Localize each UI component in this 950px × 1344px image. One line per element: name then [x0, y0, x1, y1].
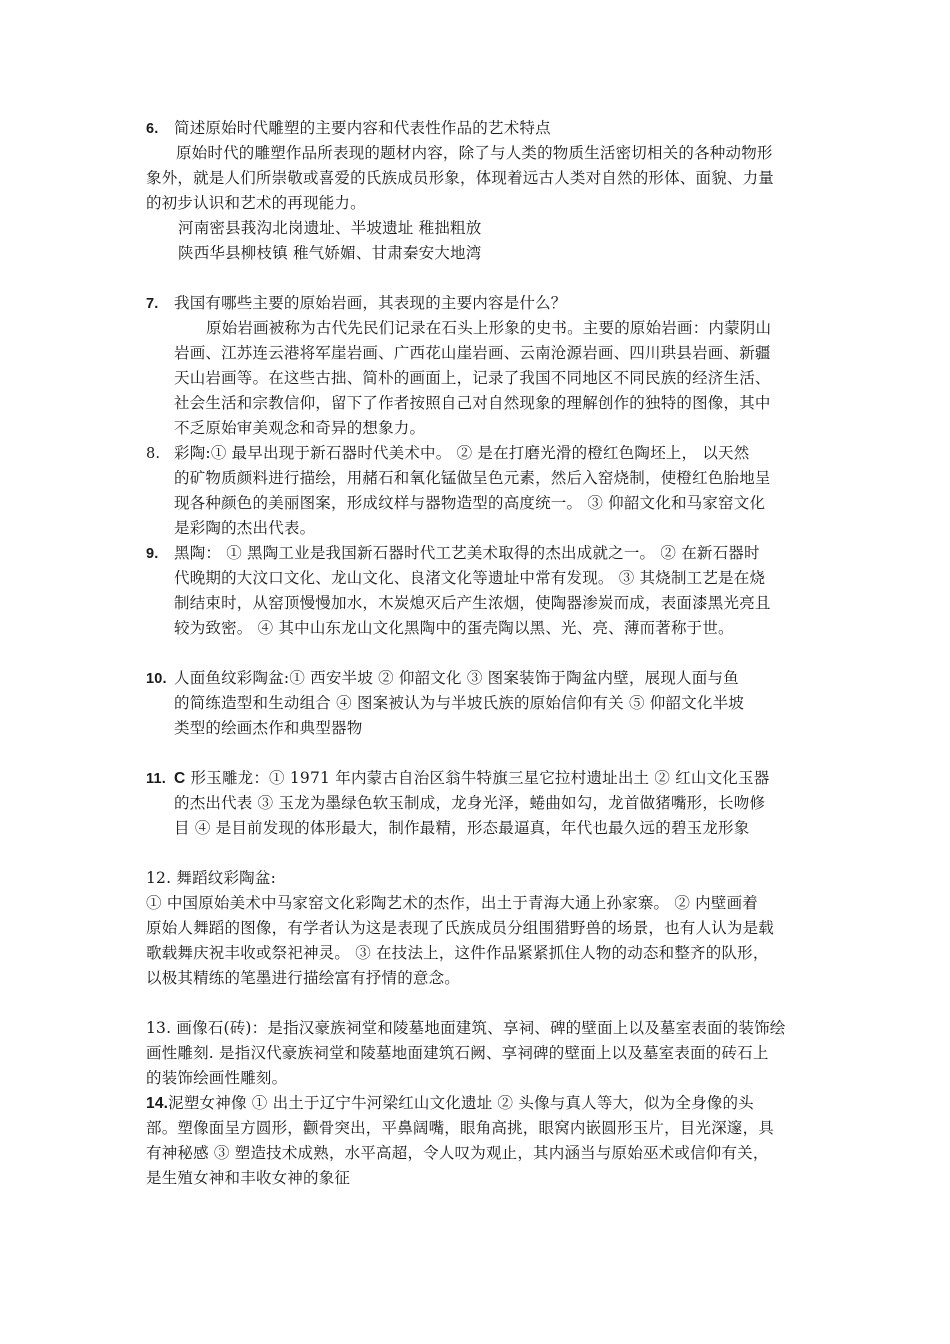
q9-number: 9. [146, 546, 159, 562]
q6-heading [146, 116, 551, 141]
q9-text-1: 黑陶： ① 黑陶工业是我国新石器时代工艺美术取得的杰出成就之一。 ② 在新石器时 [174, 544, 760, 562]
q6-line-5: 陕西华县柳枝镇 稚气娇媚、甘肃秦安大地湾 [178, 244, 482, 262]
q14-text-1: 泥塑女神像 ① 出土于辽宁牛河梁红山文化遗址 ② 头像与真人等大，似为全身像的头 [168, 1094, 754, 1112]
q13-line-2: 画性雕刻. 是指汉代豪族祠堂和陵墓地面建筑石阙、享祠碑的壁面上以及墓室表面的砖石上 [146, 1044, 769, 1062]
q11-line-1 [146, 766, 769, 791]
q6-number: 6. [146, 121, 159, 137]
q6-line-2: 象外，就是人们所崇敬或喜爱的氏族成员形象，体现着远古人类对自然的形体、面貌、力量 [146, 169, 775, 187]
q7-line-2: 岩画、江苏连云港将军崖岩画、广西花山崖岩画、云南沧源岩画、四川珙县岩画、新疆 [174, 344, 771, 362]
q14-number: 14. [146, 1095, 169, 1112]
q13-line-1: 13. 画像石(砖)：是指汉豪族祠堂和陵墓地面建筑、享祠、碑的壁面上以及墓室表面的装饰绘 [146, 1019, 786, 1037]
q9-line-4: 较为致密。 ④ 其中山东龙山文化黑陶中的蛋壳陶以黑、光、亮、薄而著称于世。 [174, 619, 734, 637]
q12-line-2: 原始人舞蹈的图像，有学者认为这是表现了氏族成员分组围猎野兽的场景，也有人认为是载 [146, 919, 775, 937]
q12-line-1: ① 中国原始美术中马家窑文化彩陶艺术的杰作，出土于青海大通上孙家寨。 ② 内壁画着 [146, 894, 758, 912]
q8-text-1: 彩陶:① 最早出现于新石器时代美术中。 ② 是在打磨光滑的橙红色陶坯上， 以天然 [174, 444, 750, 462]
q10-text-1: 人面鱼纹彩陶盆:① 西安半坡 ② 仰韶文化 ③ 图案装饰于陶盆内壁，展现人面与鱼 [174, 669, 739, 687]
q6-line-3: 的初步认识和艺术的再现能力。 [146, 194, 366, 212]
q10-line-2: 的简练造型和生动组合 ④ 图案被认为与半坡氏族的原始信仰有关 ⑤ 仰韶文化半坡 [174, 694, 745, 712]
q8-line-4: 是彩陶的杰出代表。 [174, 519, 316, 537]
q11-letter: C [174, 770, 186, 787]
q7-number: 7. [146, 296, 159, 312]
q12-line-4: 以极其精练的笔墨进行描绘富有抒情的意念。 [146, 969, 461, 987]
q14-line-2: 部。塑像面呈方圆形，颧骨突出，平鼻阔嘴，眼角高挑，眼窝内嵌圆形玉片，目光深邃，具 [146, 1119, 775, 1137]
q12-line-3: 歌载舞庆祝丰收或祭祀神灵。 ③ 在技法上，这件作品紧紧抓住人物的动态和整齐的队形， [146, 944, 769, 962]
q6-line-4: 河南密县莪沟北岗遗址、半坡遗址 稚拙粗放 [178, 219, 482, 237]
q7-line-1: 原始岩画被称为古代先民们记录在石头上形象的史书。主要的原始岩画：内蒙阴山 [206, 319, 772, 337]
q8-line-2: 的矿物质颜料进行描绘，用赭石和氧化锰做呈色元素，然后入窑烧制，使橙红色胎地呈 [174, 469, 771, 487]
q14-line-1 [146, 1091, 754, 1116]
q14-line-3: 有神秘感 ③ 塑造技术成熟，水平高超，令人叹为观止，其内涵当与原始巫术或信仰有关， [146, 1144, 769, 1162]
q11-number: 11. [146, 771, 166, 787]
q8-line-1 [146, 441, 749, 466]
q13-line-3: 的装饰绘画性雕刻。 [146, 1069, 288, 1087]
q7-heading [146, 291, 567, 316]
q7-title: 我国有哪些主要的原始岩画，其表现的主要内容是什么？ [174, 294, 567, 312]
q9-line-1 [146, 541, 760, 566]
q10-number: 10. [146, 671, 167, 687]
q8-line-3: 现各种颜色的美丽图案，形成纹样与器物造型的高度统一。 ③ 仰韶文化和马家窑文化 [174, 494, 766, 512]
q11-line-3: 目 ④ 是目前发现的体形最大，制作最精，形态最逼真，年代也最久远的碧玉龙形象 [174, 819, 750, 837]
q10-line-1 [146, 666, 739, 691]
q7-line-3: 天山岩画等。在这些古拙、简朴的画面上，记录了我国不同地区不同民族的经济生活、 [174, 369, 771, 387]
q11-line-2: 的杰出代表 ③ 玉龙为墨绿色软玉制成，龙身光泽，蜷曲如勾，龙首做猪嘴形，长吻修 [174, 794, 766, 812]
q10-line-3: 类型的绘画杰作和典型器物 [174, 719, 363, 737]
q12-heading: 12. 舞蹈纹彩陶盆: [146, 869, 276, 887]
q8-number: 8. [146, 446, 161, 462]
q9-line-3: 制结束时，从窑顶慢慢加水，木炭熄灭后产生浓烟，使陶器渗炭而成，表面漆黑光亮且 [174, 594, 771, 612]
q11-text-1: 形玉雕龙：① 1971 年内蒙古自治区翁牛特旗三星它拉村遗址出土 ② 红山文化玉器 [190, 769, 770, 787]
q7-line-5: 不乏原始审美观念和奇异的想象力。 [174, 419, 426, 437]
q14-line-4: 是生殖女神和丰收女神的象征 [146, 1169, 351, 1187]
q6-title: 简述原始时代雕塑的主要内容和代表性作品的艺术特点 [174, 119, 551, 137]
q7-line-4: 社会生活和宗教信仰，留下了作者按照自己对自然现象的理解创作的独特的图像，其中 [174, 394, 771, 412]
q9-line-2: 代晚期的大汶口文化、龙山文化、良渚文化等遗址中常有发现。 ③ 其烧制工艺是在烧 [174, 569, 766, 587]
q6-line-1: 原始时代的雕塑作品所表现的题材内容，除了与人类的物质生活密切相关的各种动物形 [176, 144, 773, 162]
